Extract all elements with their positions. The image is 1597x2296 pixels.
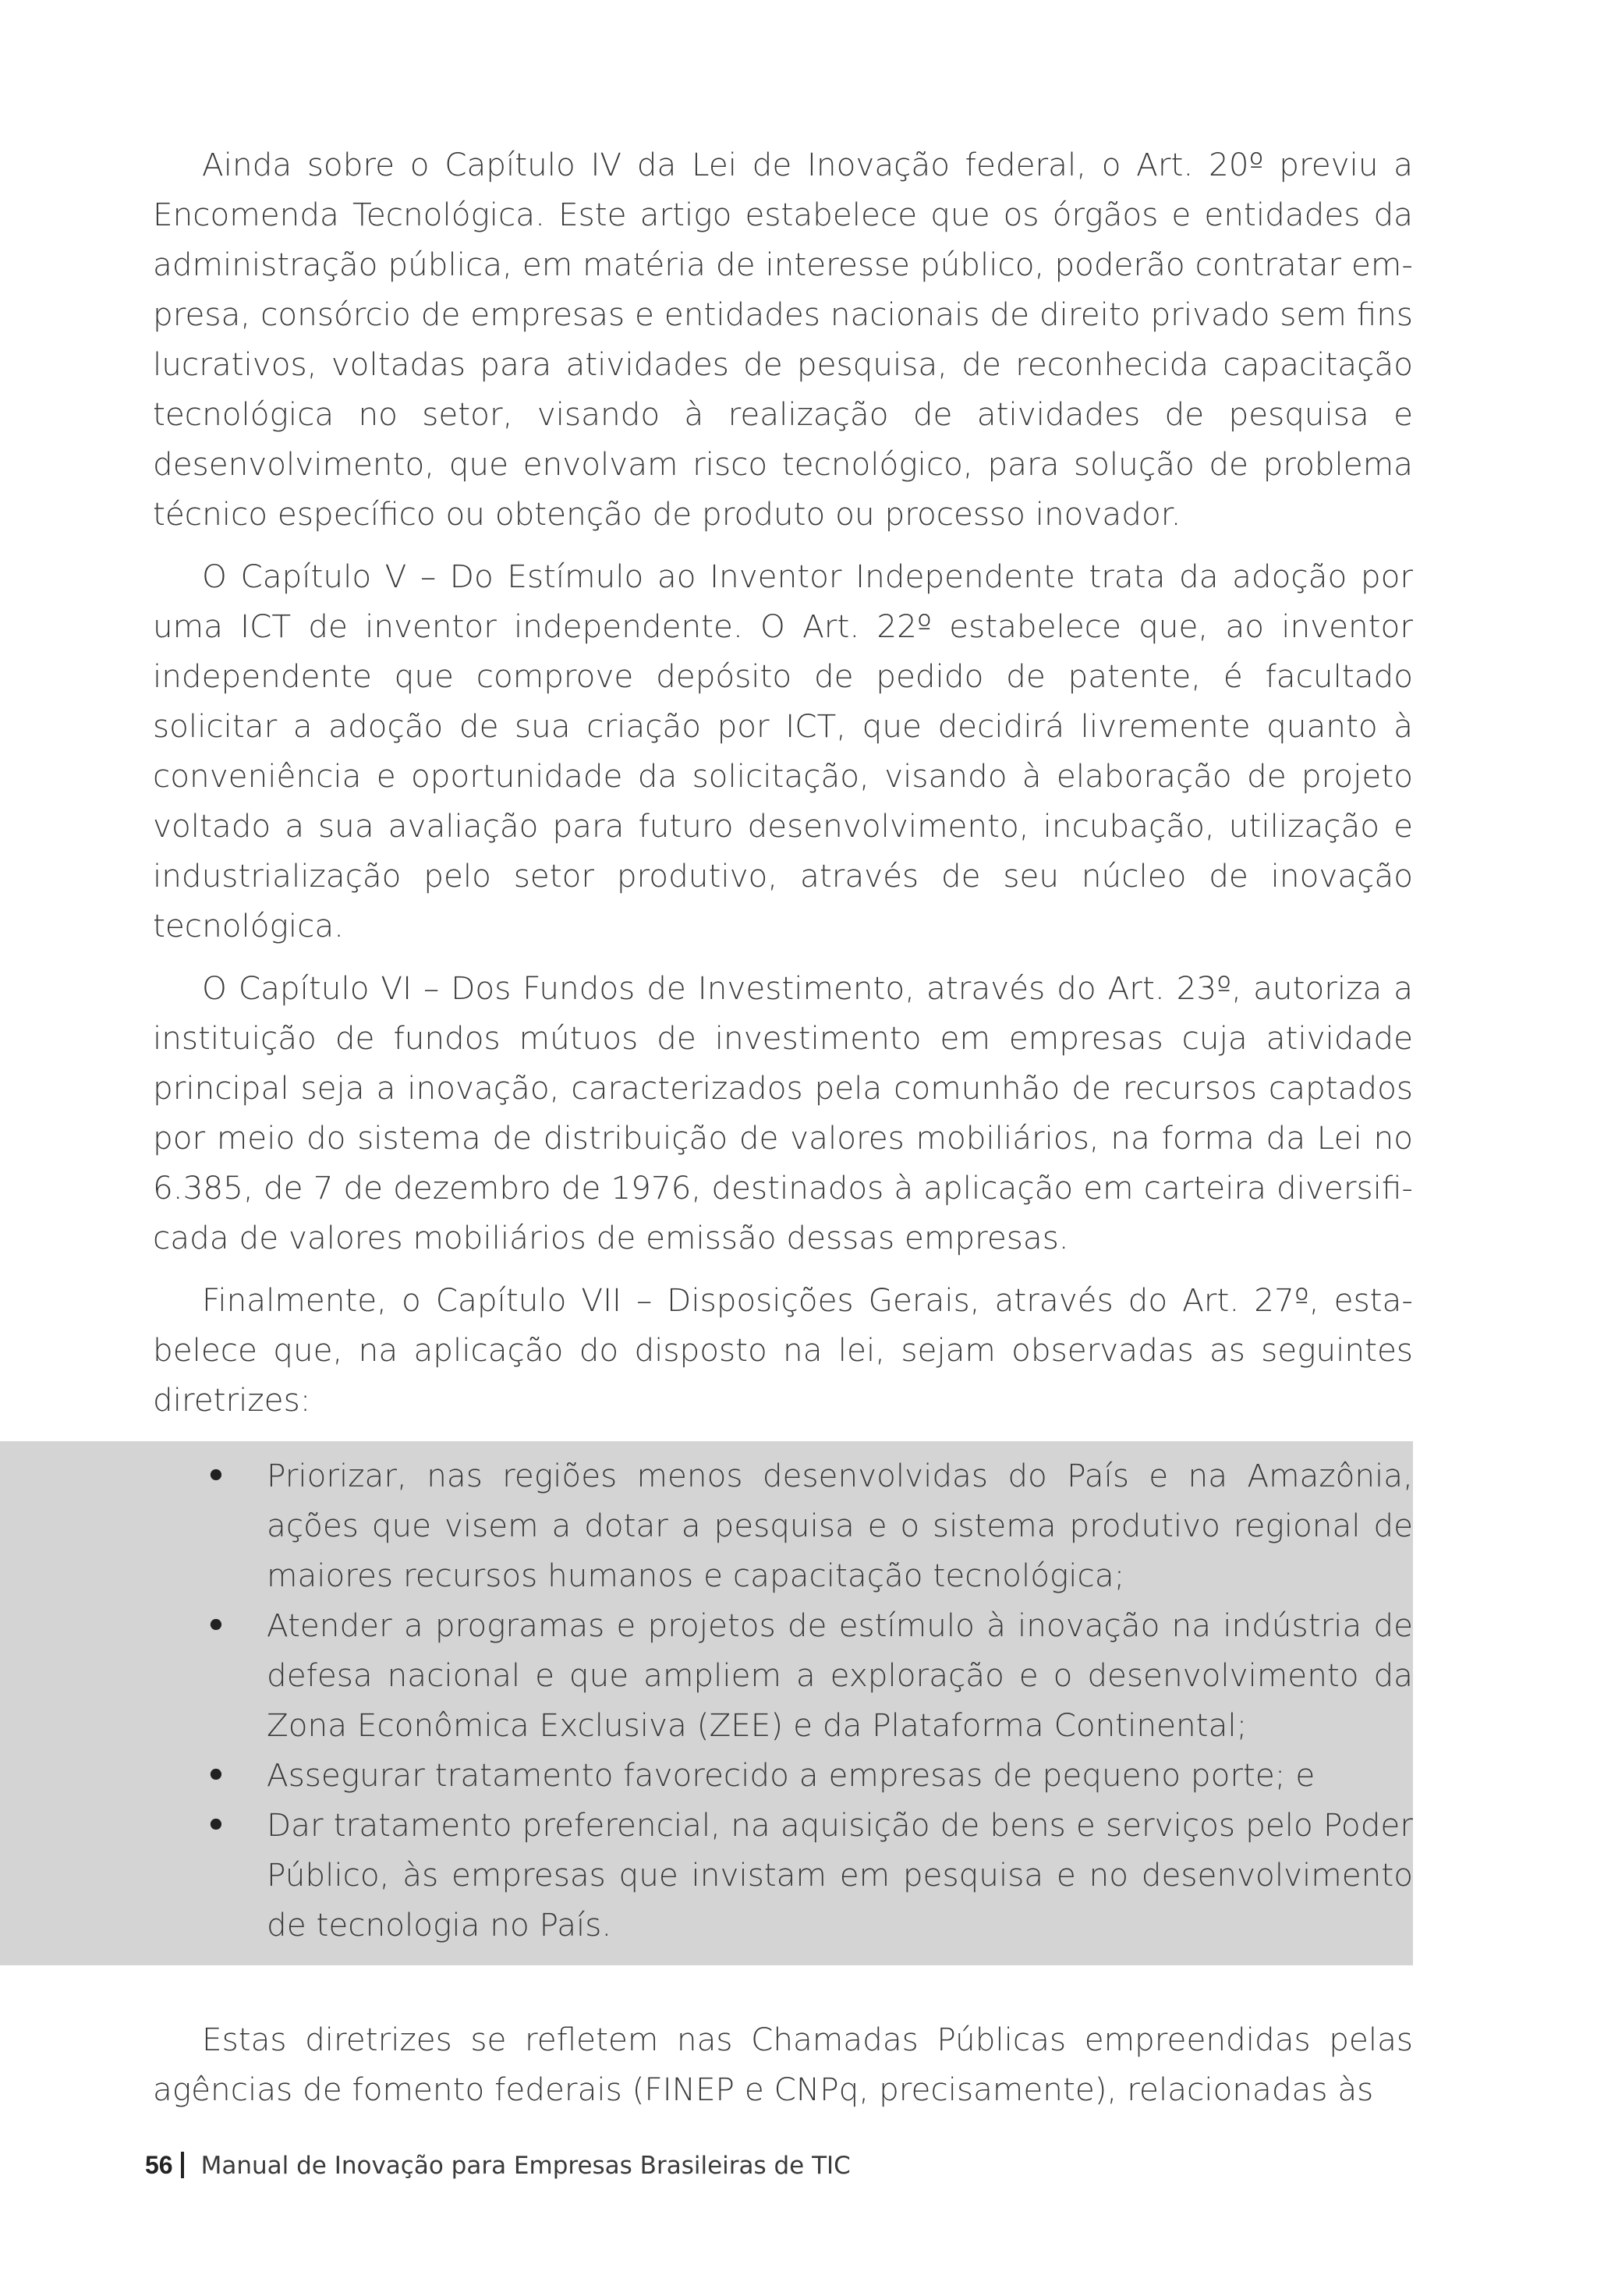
publication-title: Manual de Inovação para Empresas Brasileiras de TIC <box>200 2152 851 2180</box>
list-item-text: Dar tratamento preferencial, na aquisição de bens e serviços pelo Poder Público, às empresas que invistam em pesquisa e no desenvolvimento de tecnologia no País. <box>267 1806 1413 1943</box>
list-item <box>153 1451 1413 1600</box>
paragraph-fundos-investimento: O Capítulo VI – Dos Fundos de Investimento, através do Art. 23º, autoriza a instituição de fundos mútuos de investimento em empresas cuja atividade principal seja a inovação, caracterizados pela comunhão de recursos captados por meio do sistema de distribuição de valores mobiliários, na forma da Lei no 6.385, de 7 de dezembro de 1976, destinados à aplicação em carteira diversificada de valores mobiliários de emissão dessas empresas. <box>153 969 1413 1256</box>
paragraph-disposicoes-gerais: Finalmente, o Capítulo VII – Disposições Gerais, através do Art. 27º, estabelece que, na aplicação do disposto na lei, sejam observadas as seguintes diretrizes: <box>153 1281 1413 1419</box>
list-item <box>153 1750 1413 1800</box>
paragraph-chamadas-publicas: Estas diretrizes se refletem nas Chamadas Públicas empreendidas pelas agências de fomento federais (FINEP e CNPq, precisamente), relacionadas às <box>153 2021 1413 2108</box>
list-item-text: Priorizar, nas regiões menos desenvolvidas do País e na Amazônia, ações que visem a dotar a pesquisa e o sistema produtivo regional de maiores recursos humanos e capacitação tecnológica; <box>267 1457 1413 1594</box>
body-text-bottom <box>153 2014 1413 2114</box>
page-footer <box>145 2142 851 2188</box>
bullet-icon: • <box>206 1607 226 1644</box>
page-number: 56 <box>145 2151 173 2179</box>
body-text-top <box>153 140 1413 1425</box>
bullet-icon: • <box>206 1806 226 1844</box>
guidelines-list <box>153 1451 1413 1950</box>
footer-separator <box>181 2152 184 2178</box>
bullet-icon: • <box>206 1756 226 1794</box>
paragraph-inventor-independente: O Capítulo V – Do Estímulo ao Inventor Independente trata da adoção por uma ICT de inventor independente. O Art. 22º estabelece que, ao inventor independente que comprove depósito de pedido de patente, é facultado solicitar a adoção de sua criação por ICT, que decidirá livremente quanto à conveniência e oportunidade da solicitação, visando à elaboração de projeto voltado a sua avaliação para futuro desenvolvimento, incubação, utilização e industrialização pelo setor produtivo, através de seu núcleo de inovação tecnológica. <box>153 558 1413 944</box>
list-item-text: Assegurar tratamento favorecido a empresas de pequeno porte; e <box>267 1756 1315 1794</box>
bullet-icon: • <box>206 1457 226 1494</box>
list-item <box>153 1800 1413 1950</box>
list-item <box>153 1600 1413 1750</box>
paragraph-encomenda-tecnologica: Ainda sobre o Capítulo IV da Lei de Inovação federal, o Art. 20º previu a Encomenda Tecnológica. Este artigo estabelece que os órgãos e entidades da administração pública, em matéria de interesse público, poderão contratar empresa, consórcio de empresas e entidades nacionais de direito privado sem fins lucrativos, voltadas para atividades de pesquisa, de reconhecida capacitação tecnológica no setor, visando à realização de atividades de pesquisa e desenvolvimento, que envolvam risco tecnológico, para solução de problema técnico específico ou obtenção de produto ou processo inovador. <box>153 146 1413 533</box>
list-item-text: Atender a programas e projetos de estímulo à inovação na indústria de defesa nacional e que ampliem a exploração e o desenvolvimento da Zona Econômica Exclusiva (ZEE) e da Plataforma Continental; <box>267 1607 1413 1744</box>
